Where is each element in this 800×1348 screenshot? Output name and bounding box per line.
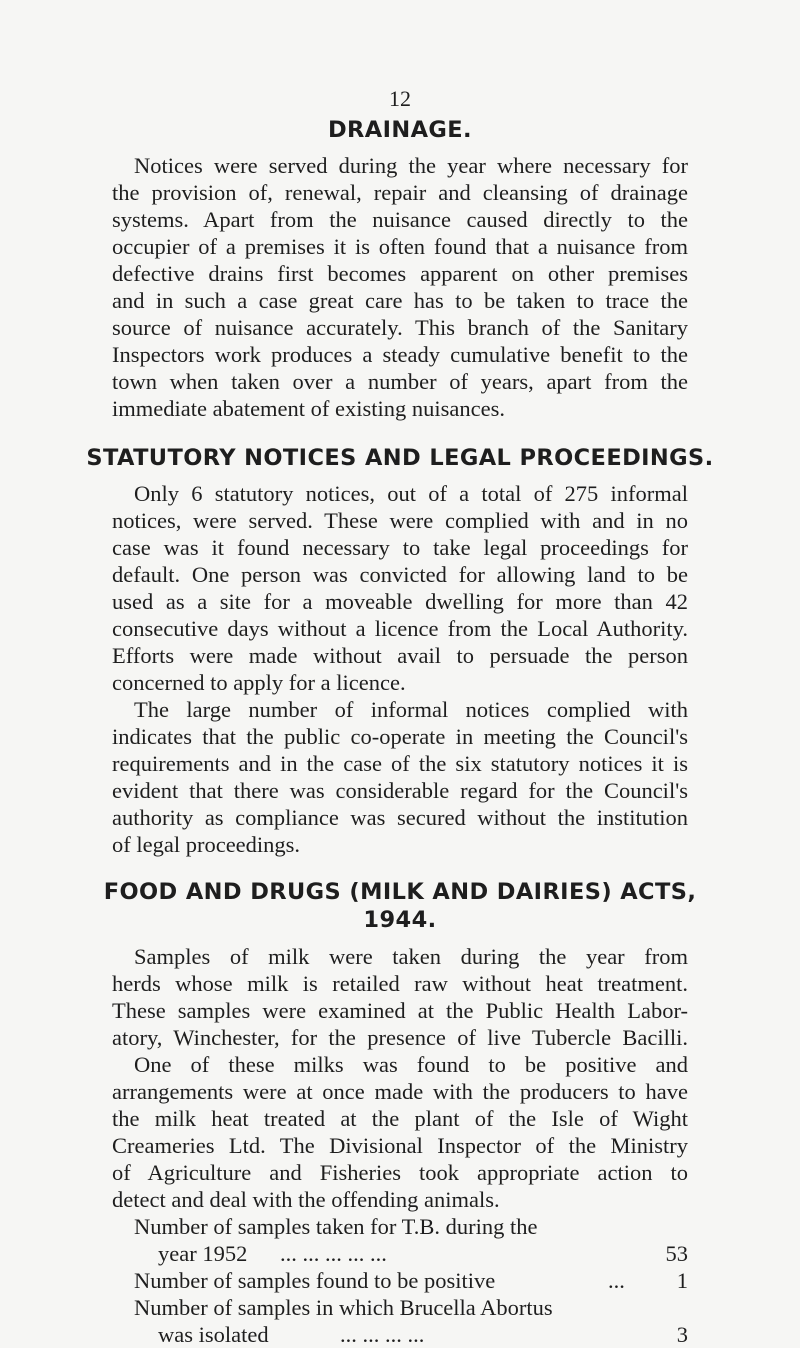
text-line: the milk heat treated at the plant of the Isle of Wight	[112, 1106, 688, 1131]
stat-row-label	[112, 1294, 688, 1321]
section-heading-food-and-drugs-year: 1944.	[363, 907, 437, 933]
text-line: detect and deal with the offending animals.	[112, 1187, 500, 1212]
stat-label: was isolated	[158, 1322, 269, 1347]
text-line: Efforts were made without avail to persuade the person	[112, 643, 688, 668]
text-line: Creameries Ltd. The Divisional Inspector of the Ministry	[112, 1133, 688, 1158]
section-heading-drainage: DRAINAGE.	[327, 117, 473, 143]
text-line: One of these milks was found to be positive and	[134, 1052, 688, 1077]
text-line: notices, were served. These were complied with and in no	[112, 508, 688, 533]
text-line: requirements and in the case of the six statutory notices it is	[112, 751, 688, 776]
text-line: atory, Winchester, for the presence of live Tubercle Bacilli.	[112, 1025, 688, 1050]
text-line: consecutive days without a licence from the Local Authority.	[112, 616, 688, 641]
stat-label: Number of samples in which Brucella Abortus	[134, 1295, 553, 1320]
section-heading-food-and-drugs: FOOD AND DRUGS (MILK AND DAIRIES) ACTS,	[103, 879, 697, 905]
paragraph-statutory-notices	[112, 480, 688, 858]
stat-label: year 1952	[158, 1241, 248, 1266]
text-line: The large number of informal notices complied with	[134, 697, 688, 722]
text-line: source of nuisance accurately. This branch of the Sanitary	[112, 315, 688, 340]
text-line: occupier of a premises it is often found that a nuisance from	[112, 234, 688, 259]
leader-dots: ...	[608, 1268, 625, 1293]
text-line: arrangements were at once made with the producers to have	[112, 1079, 688, 1104]
text-line: systems. Apart from the nuisance caused directly to the	[112, 207, 688, 232]
text-line: default. One person was convicted for allowing land to be	[112, 562, 688, 587]
page-number: 12	[389, 86, 411, 111]
text-line: town when taken over a number of years, apart from the	[112, 369, 688, 394]
text-line: These samples were examined at the Public Health Labor-	[112, 998, 688, 1023]
text-line: Inspectors work produces a steady cumulative benefit to the	[112, 342, 688, 367]
leader-dots: ... ... ... ... ...	[280, 1241, 387, 1266]
text-line: case was it found necessary to take legal proceedings for	[112, 535, 688, 560]
text-line: and in such a case great care has to be taken to trace the	[112, 288, 688, 313]
text-line: Samples of milk were taken during the year from	[134, 944, 688, 969]
stat-row-positive	[112, 1267, 688, 1294]
text-line: used as a site for a moveable dwelling for more than 42	[112, 589, 688, 614]
text-line: Only 6 statutory notices, out of a total of 275 informal	[134, 481, 688, 506]
text-line: indicates that the public co-operate in meeting the Council's	[112, 724, 688, 749]
stat-value: 1	[676, 1268, 688, 1293]
text-line: Notices were served during the year where necessary for	[134, 153, 688, 178]
text-line: defective drains first becomes apparent on other premises	[112, 261, 688, 286]
text-line: concerned to apply for a licence.	[112, 670, 406, 695]
stat-value: 53	[665, 1241, 688, 1266]
stat-value: 3	[676, 1322, 688, 1347]
text-line: of Agriculture and Fisheries took appropriate action to	[112, 1160, 688, 1185]
stat-label: Number of samples found to be positive	[134, 1268, 496, 1293]
section-heading-statutory-notices: STATUTORY NOTICES AND LEGAL PROCEEDINGS.	[86, 445, 714, 471]
paragraph-drainage	[112, 152, 688, 422]
text-line: of legal proceedings.	[112, 832, 301, 857]
text-line: herds whose milk is retailed raw without heat treatment.	[112, 971, 688, 996]
sample-statistics	[112, 1213, 688, 1348]
stat-label: Number of samples taken for T.B. during the	[134, 1214, 538, 1239]
stat-row-samples-taken	[112, 1240, 688, 1267]
stat-row-label	[112, 1213, 688, 1240]
text-line: evident that there was considerable regard for the Council's	[112, 778, 688, 803]
leader-dots: ... ... ... ...	[340, 1322, 425, 1347]
paragraph-food-and-drugs	[112, 943, 688, 1213]
text-line: immediate abatement of existing nuisances.	[112, 396, 506, 421]
text-line: the provision of, renewal, repair and cleansing of drainage	[112, 180, 688, 205]
text-line: authority as compliance was secured without the institution	[112, 805, 688, 830]
stat-row-brucella	[112, 1321, 688, 1348]
